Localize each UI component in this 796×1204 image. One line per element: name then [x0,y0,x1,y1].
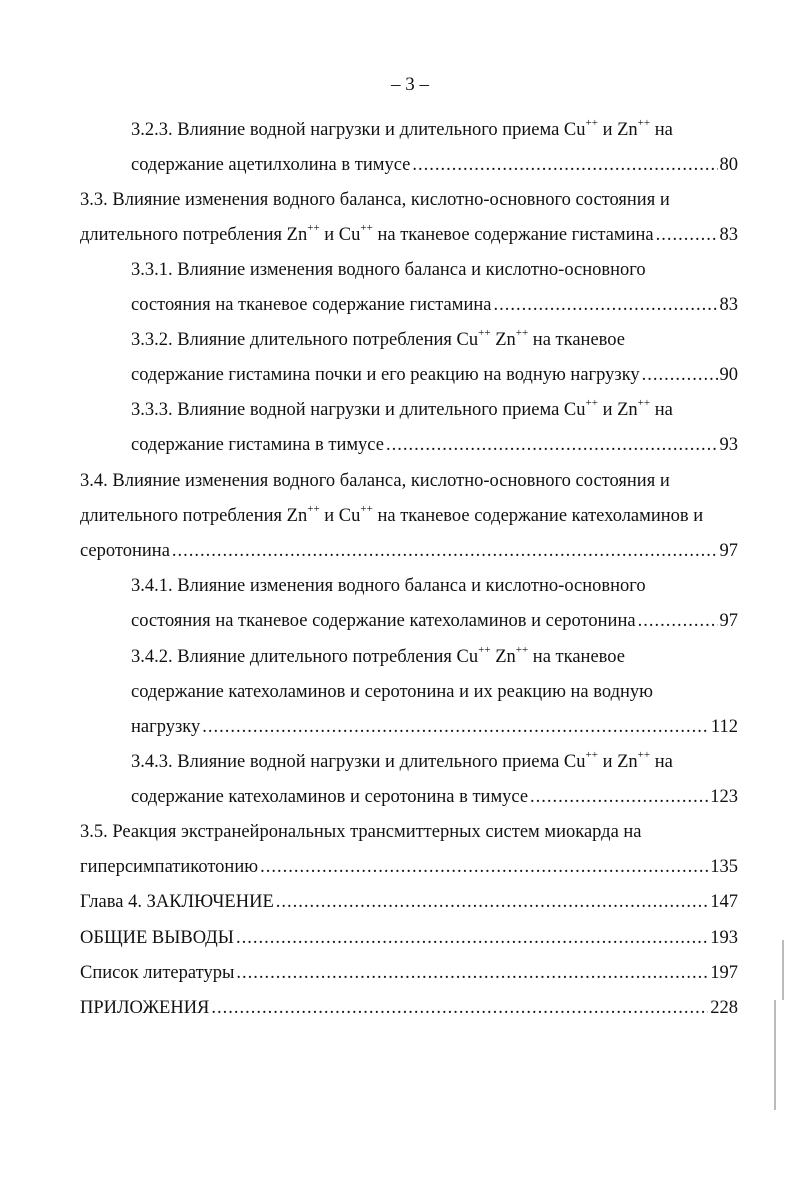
toc-entry-conclusions[interactable]: ОБЩИЕ ВЫВОДЫ ..... 193 [80,926,738,950]
page-ref: 83 [719,295,738,315]
toc-entry-3-4-line2: длительного потребления Zn++ и Cu++ на тканевое содержание катехоламинов и [80,502,704,526]
toc-entry-3-4[interactable]: серотонина ..... 97 [80,539,738,563]
toc-entry-3-3-1[interactable]: состояния на тканевое содержание гистамина ..... 83 [131,293,738,317]
toc-entry-3-4-2-line1: 3.4.2. Влияние длительного потребления Cu++ Zn++ на тканевое [131,643,625,667]
leader-dots [386,433,718,457]
leader-dots [260,855,708,879]
page-ref: 147 [710,892,738,912]
page-ref: 135 [710,857,738,877]
toc-entry-3-4-2-line2: содержание катехоламинов и серотонина и их реакцию на водную [131,682,653,702]
toc-entry-3-5-line1: 3.5. Реакция экстранейрональных трансмиттерных систем миокарда на [80,822,642,842]
page-number: – 3 – [391,74,429,95]
page-ref: 228 [710,998,738,1018]
toc-entry-3-4-3[interactable]: содержание катехоламинов и серотонина в тимусе ..... 123 [131,785,738,809]
page-ref: 193 [710,928,738,948]
leader-dots [493,293,717,317]
page-ref: 83 [719,225,738,245]
leader-dots [236,961,708,985]
toc-entry-references[interactable]: Список литературы ..... 197 [80,961,738,985]
page-ref: 112 [710,717,738,737]
page-ref: 123 [710,787,738,807]
toc-entry-3-3-2[interactable]: содержание гистамина почки и его реакцию на водную нагрузку ..... 90 [131,363,738,387]
scan-margin-mark [782,940,784,1000]
toc-entry-chapter-4[interactable]: Глава 4. ЗАКЛЮЧЕНИЕ ..... 147 [80,890,738,914]
toc-entry-3-3-line1: 3.3. Влияние изменения водного баланса, кислотно-основного состояния и [80,190,670,210]
leader-dots [412,153,717,177]
toc-entry-3-4-2[interactable]: нагрузку ..... 112 [131,715,738,739]
page-ref: 97 [719,541,738,561]
toc-entry-3-5[interactable]: гиперсимпатикотонию ..... 135 [80,855,738,879]
leader-dots [276,890,709,914]
page-ref: 80 [719,155,738,175]
toc-entry-3-2-3[interactable]: содержание ацетилхолина в тимусе ..... 80 [131,153,738,177]
page-ref: 90 [719,365,738,385]
page-ref: 93 [719,435,738,455]
toc-entry-3-3-1-line1: 3.3.1. Влияние изменения водного баланса и кислотно-основного [131,260,646,280]
toc-entry-3-4-1-line1: 3.4.1. Влияние изменения водного баланса и кислотно-основного [131,576,646,596]
leader-dots [236,926,708,950]
leader-dots [642,363,718,387]
leader-dots [211,996,708,1020]
leader-dots [172,539,718,563]
toc-entry-3-3-3-line1: 3.3.3. Влияние водной нагрузки и длительного приема Cu++ и Zn++ на [131,396,673,420]
toc-entry-appendices[interactable]: ПРИЛОЖЕНИЯ ..... 228 [80,996,738,1020]
page-ref: 197 [710,963,738,983]
page-ref: 97 [719,611,738,631]
toc-entry-3-4-1[interactable]: состояния на тканевое содержание катехоламинов и серотонина ..... 97 [131,609,738,633]
leader-dots [638,609,718,633]
toc-entry-3-3-2-line1: 3.3.2. Влияние длительного потребления Cu++ Zn++ на тканевое [131,326,625,350]
toc-entry-3-2-3-line1: 3.2.3. Влияние водной нагрузки и длительного приема Cu++ и Zn++ на [131,116,673,140]
toc-entry-3-3-3[interactable]: содержание гистамина в тимусе ..... 93 [131,433,738,457]
toc-entry-3-3[interactable]: длительного потребления Zn++ и Cu++ на тканевое содержание гистамина ..... 83 [80,223,738,247]
toc-entry-3-4-3-line1: 3.4.3. Влияние водной нагрузки и длительного приема Cu++ и Zn++ на [131,748,673,772]
leader-dots [202,715,709,739]
toc-entry-3-4-line1: 3.4. Влияние изменения водного баланса, кислотно-основного состояния и [80,471,670,491]
scan-margin-mark [774,1000,776,1110]
leader-dots [530,785,708,809]
leader-dots [656,223,718,247]
